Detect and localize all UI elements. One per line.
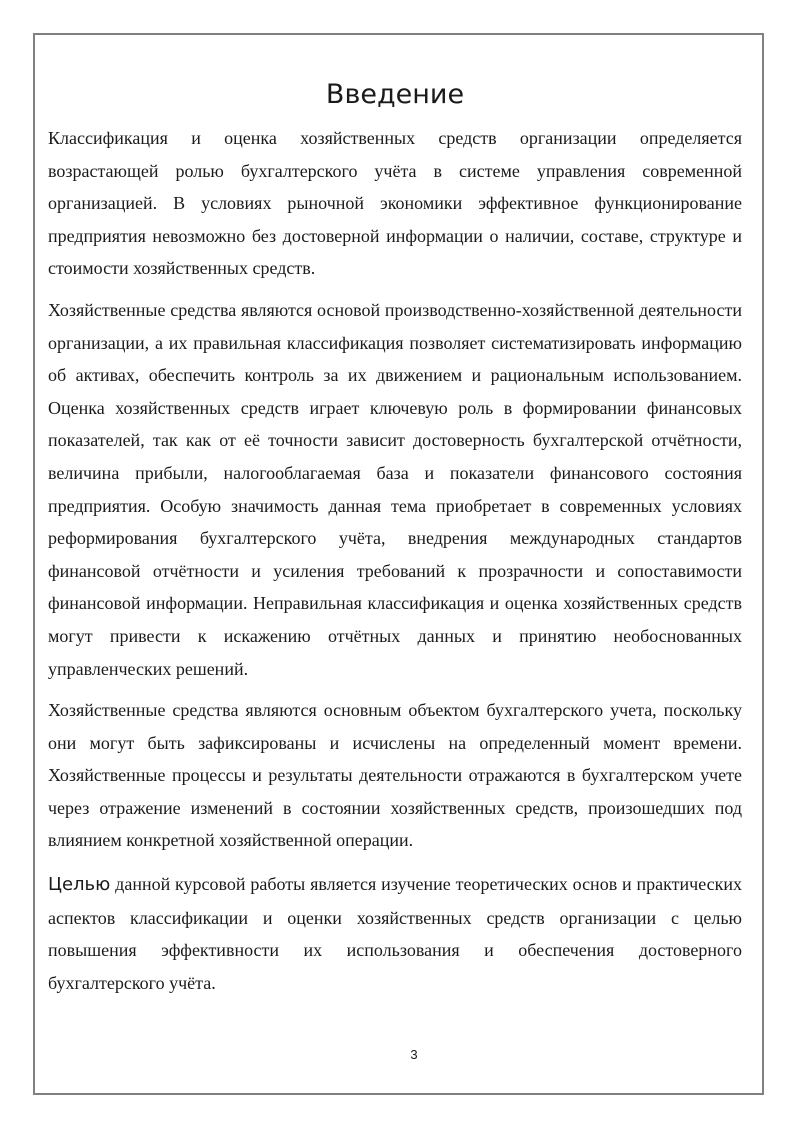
paragraph-1: Классификация и оценка хозяйственных средств организации определяется возрастающей ролью бухгалтерского учёта в системе управления современной организацией. В условиях рыночной экономики эффективное функционирование предприятия невозможно без достоверной информации о наличии, составе, структуре и стоимости хозяйственных средств. — [48, 128, 742, 279]
body-text — [48, 122, 742, 999]
page-number: 3 — [410, 1047, 418, 1062]
page-title: Введение — [325, 79, 465, 110]
goal-paragraph-text: данной курсовой работы является изучение теоретических основ и практических аспектов классификации и оценки хозяйственных средств организации с целью повышения эффективности их использования и обеспечения достоверного бухгалтерского учёта. — [48, 874, 742, 993]
goal-lead-word: Целью — [48, 874, 111, 896]
paragraph-2: Хозяйственные средства являются основой производственно-хозяйственной деятельности организации, а их правильная классификация позволяет систематизировать информацию об активах, обеспечить контроль за их движением и рациональным использованием. Оценка хозяйственных средств играет ключевую роль в формировании финансовых показателей, так как от её точности зависит достоверность бухгалтерской отчётности, величина прибыли, налогооблагаемая база и показатели финансового состояния предприятия. Особую значимость данная тема приобретает в современных условиях реформирования бухгалтерского учёта, внедрения международных стандартов финансовой отчётности и усиления требований к прозрачности и сопоставимости финансовой информации. Неправильная классификация и оценка хозяйственных средств могут привести к искажению отчётных данных и принятию необоснованных управленческих решений. — [48, 299, 742, 679]
paragraph-3: Хозяйственные средства являются основным объектом бухгалтерского учета, поскольку они могут быть зафиксированы и исчислены на определенный момент времени. Хозяйственные процессы и результаты деятельности отражаются в бухгалтерском учете через отражение изменений в состоянии хозяйственных средств, произошедших под влиянием конкретной хозяйственной операции. — [48, 700, 742, 851]
goal-paragraph — [48, 868, 742, 999]
